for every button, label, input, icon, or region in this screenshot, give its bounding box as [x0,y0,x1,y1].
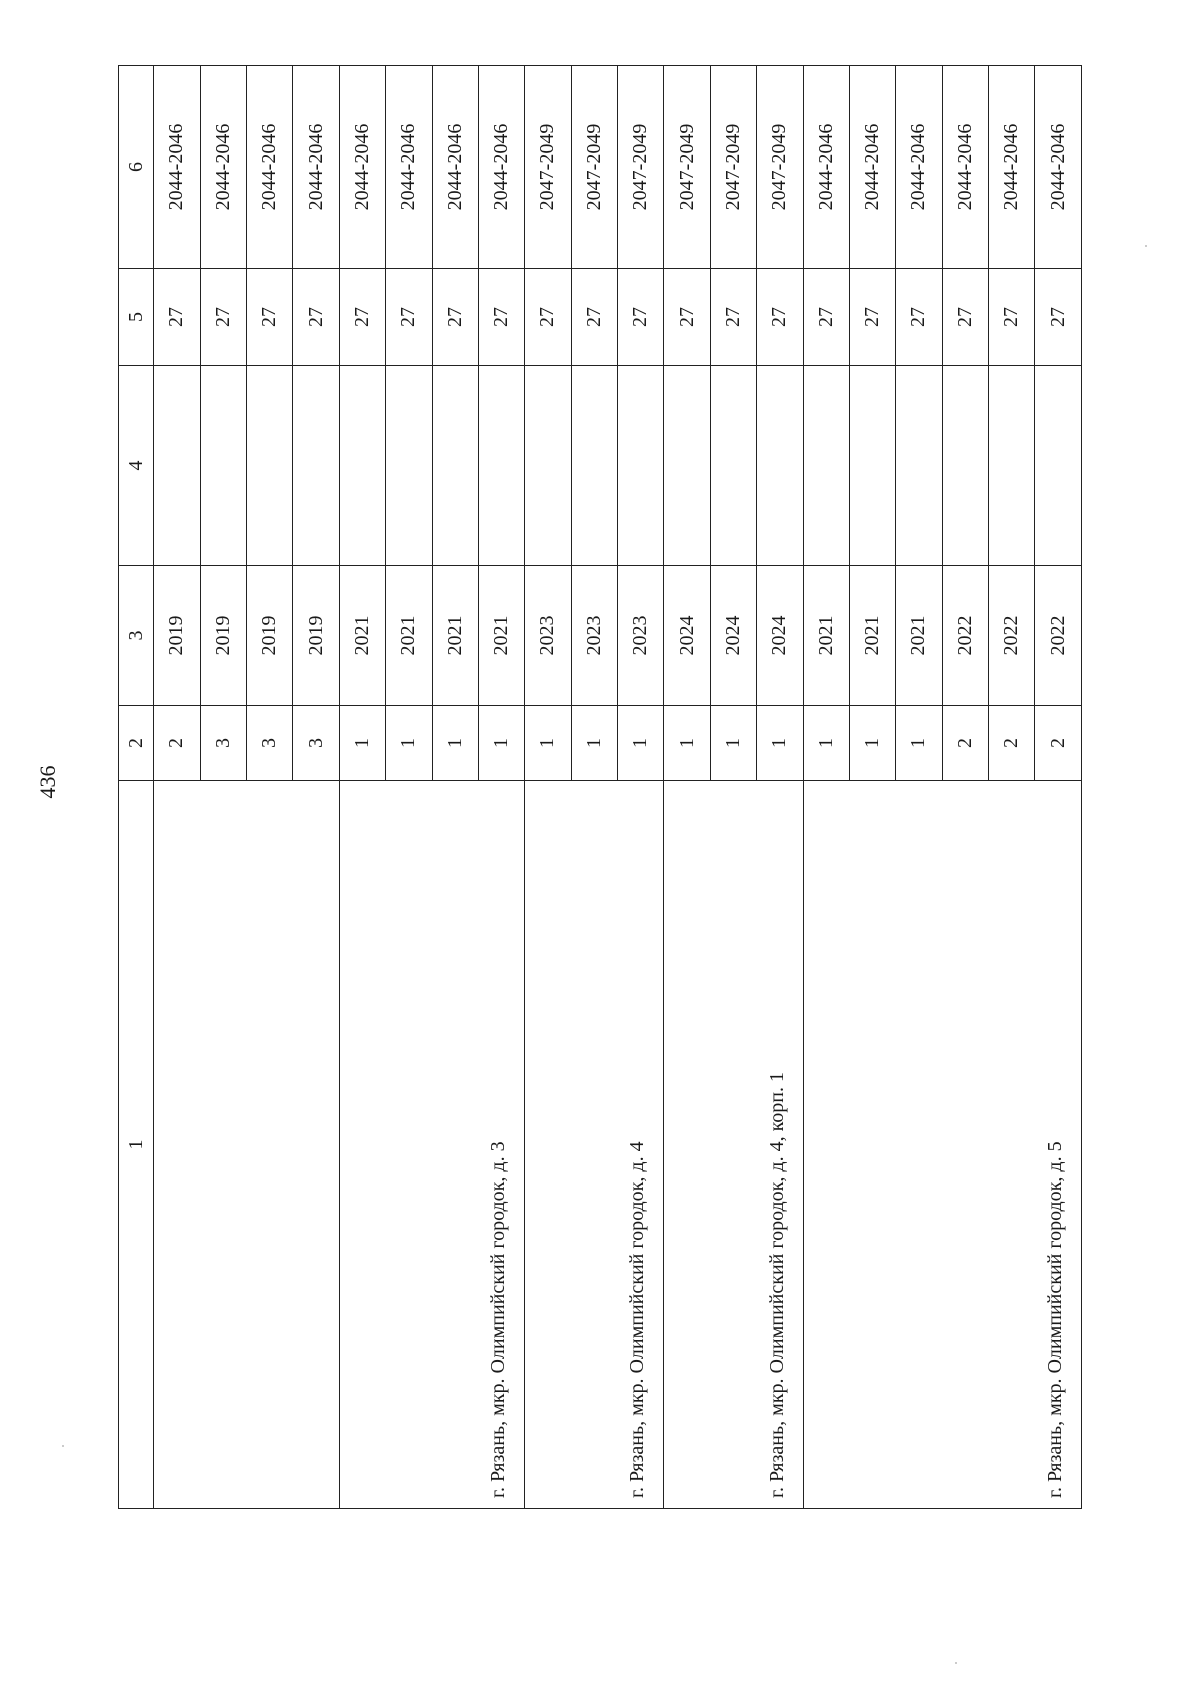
cell-c2: 1 [386,706,432,781]
cell-c5: 27 [339,269,385,366]
scan-speck [62,1445,64,1447]
table-row [664,66,710,1509]
cell-c2: 1 [618,706,664,781]
cell-c6: 2044-2046 [247,66,293,269]
cell-c5: 27 [803,269,849,366]
cell-c3: 2024 [757,566,803,706]
cell-c2: 1 [571,706,617,781]
cell-c3: 2023 [618,566,664,706]
cell-c6: 2047-2049 [618,66,664,269]
cell-c3: 2021 [432,566,478,706]
cell-c4 [525,366,571,566]
scan-speck [955,1662,957,1664]
cell-c6: 2047-2049 [525,66,571,269]
cell-c6: 2044-2046 [942,66,988,269]
cell-c3: 2022 [942,566,988,706]
cell-c2: 3 [247,706,293,781]
cell-c4 [710,366,756,566]
cell-c2: 1 [339,706,385,781]
cell-c3: 2023 [571,566,617,706]
cell-c5: 27 [942,269,988,366]
cell-c5: 27 [200,269,246,366]
cell-c5: 27 [989,269,1035,366]
cell-c4 [247,366,293,566]
cell-c6: 2044-2046 [803,66,849,269]
header-cell: 5 [119,269,154,366]
cell-c2: 1 [896,706,942,781]
cell-c6: 2044-2046 [339,66,385,269]
cell-c2: 1 [757,706,803,781]
cell-c3: 2021 [478,566,524,706]
cell-c2: 2 [1035,706,1082,781]
cell-c2: 1 [803,706,849,781]
cell-c3: 2023 [525,566,571,706]
cell-c5: 27 [757,269,803,366]
address-cell [154,781,340,1509]
cell-c6: 2044-2046 [989,66,1035,269]
header-cell: 2 [119,706,154,781]
cell-c4 [432,366,478,566]
cell-c2: 1 [849,706,895,781]
cell-c5: 27 [664,269,710,366]
cell-c3: 2024 [710,566,756,706]
cell-c3: 2019 [200,566,246,706]
cell-c3: 2019 [247,566,293,706]
cell-c2: 2 [154,706,200,781]
cell-c6: 2047-2049 [757,66,803,269]
table-row [525,66,571,1509]
cell-c4 [989,366,1035,566]
page-number: 436 [35,765,60,799]
cell-c6: 2044-2046 [896,66,942,269]
cell-c4 [478,366,524,566]
cell-c5: 27 [247,269,293,366]
cell-c3: 2022 [989,566,1035,706]
data-table [118,65,1082,1509]
address-cell: г. Рязань, мкр. Олимпийский городок, д. 4 [525,781,664,1509]
table-row [803,66,849,1509]
cell-c3: 2022 [1035,566,1082,706]
header-cell: 6 [119,66,154,269]
cell-c2: 3 [200,706,246,781]
cell-c2: 1 [525,706,571,781]
cell-c6: 2044-2046 [1035,66,1082,269]
cell-c6: 2044-2046 [849,66,895,269]
cell-c4 [200,366,246,566]
cell-c5: 27 [525,269,571,366]
address-cell: г. Рязань, мкр. Олимпийский городок, д. 4, корп. 1 [664,781,803,1509]
cell-c3: 2021 [896,566,942,706]
cell-c5: 27 [849,269,895,366]
cell-c2: 2 [989,706,1035,781]
cell-c2: 1 [432,706,478,781]
scan-speck [1145,245,1147,247]
cell-c6: 2044-2046 [200,66,246,269]
cell-c3: 2021 [339,566,385,706]
cell-c4 [664,366,710,566]
cell-c6: 2047-2049 [664,66,710,269]
cell-c2: 2 [942,706,988,781]
cell-c5: 27 [618,269,664,366]
cell-c2: 1 [478,706,524,781]
cell-c4 [757,366,803,566]
cell-c6: 2047-2049 [710,66,756,269]
cell-c6: 2044-2046 [478,66,524,269]
cell-c3: 2019 [293,566,339,706]
cell-c3: 2021 [849,566,895,706]
cell-c6: 2044-2046 [293,66,339,269]
cell-c4 [571,366,617,566]
table-header-row [119,66,154,1509]
cell-c2: 1 [664,706,710,781]
cell-c4 [154,366,200,566]
address-cell: г. Рязань, мкр. Олимпийский городок, д. 5 [803,781,1081,1509]
cell-c4 [339,366,385,566]
table-container [118,66,1082,1509]
header-cell: 1 [119,781,154,1509]
cell-c4 [293,366,339,566]
cell-c6: 2047-2049 [571,66,617,269]
cell-c5: 27 [432,269,478,366]
cell-c4 [1035,366,1082,566]
table-row [154,66,200,1509]
cell-c4 [618,366,664,566]
table-row [339,66,385,1509]
cell-c3: 2024 [664,566,710,706]
cell-c5: 27 [571,269,617,366]
cell-c4 [803,366,849,566]
header-cell: 3 [119,566,154,706]
cell-c4 [386,366,432,566]
cell-c3: 2019 [154,566,200,706]
cell-c5: 27 [710,269,756,366]
cell-c5: 27 [386,269,432,366]
cell-c6: 2044-2046 [432,66,478,269]
address-cell: г. Рязань, мкр. Олимпийский городок, д. 3 [339,781,525,1509]
cell-c5: 27 [293,269,339,366]
cell-c6: 2044-2046 [386,66,432,269]
cell-c4 [849,366,895,566]
cell-c4 [942,366,988,566]
cell-c6: 2044-2046 [154,66,200,269]
cell-c5: 27 [154,269,200,366]
header-cell: 4 [119,366,154,566]
cell-c5: 27 [896,269,942,366]
cell-c2: 1 [710,706,756,781]
cell-c4 [896,366,942,566]
cell-c5: 27 [1035,269,1082,366]
cell-c5: 27 [478,269,524,366]
cell-c2: 3 [293,706,339,781]
cell-c3: 2021 [386,566,432,706]
cell-c3: 2021 [803,566,849,706]
